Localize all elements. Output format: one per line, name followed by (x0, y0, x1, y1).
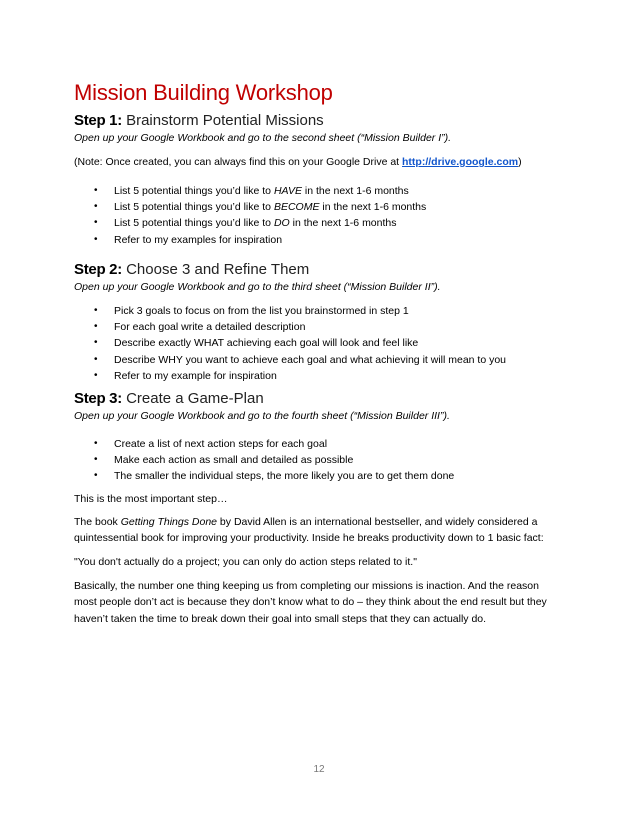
list-item (94, 319, 506, 335)
item-text: Describe exactly WHAT achieving each goal will look and feel like (114, 337, 419, 350)
list-item (94, 436, 454, 452)
item-text-end: in the next 1-6 months (289, 217, 397, 230)
item-text: Describe WHY you want to achieve each goal and what achieving it will mean to you (114, 353, 507, 366)
bullet-icon: • (94, 337, 98, 349)
step3-label: Step 3: (74, 390, 122, 407)
step1-note (74, 156, 522, 168)
bullet-icon: • (94, 353, 98, 365)
book-paragraph (74, 514, 564, 547)
page-number: 12 (313, 764, 325, 775)
step3-list (94, 436, 454, 485)
item-emphasis: BECOME (273, 201, 320, 214)
item-text: Make each action as small and detailed as possible (114, 454, 354, 467)
list-item (94, 452, 454, 468)
book-title: Getting Things Done (120, 516, 218, 528)
step2-list (94, 303, 506, 384)
item-text: List 5 potential things you’d like to (114, 185, 274, 197)
step3-name: Create a Game-Plan (126, 390, 264, 407)
bullet-icon: • (94, 454, 98, 466)
item-text-end: in the next 1-6 months (319, 201, 427, 214)
item-text: For each goal write a detailed description (114, 321, 306, 334)
list-item (94, 368, 506, 384)
item-emphasis: DO (273, 217, 290, 230)
step2-name: Choose 3 and Refine Them (126, 261, 310, 278)
list-item (94, 303, 506, 319)
step2-label: Step 2: (74, 261, 122, 278)
list-item (94, 183, 426, 199)
bullet-icon: • (94, 185, 98, 196)
book-post: by David Allen is an international bestseller, and widely considered a quintessential book for improving your productivity. Inside he breaks productivity down to 1 basic fact: (74, 516, 544, 545)
bullet-icon: • (94, 217, 98, 229)
important-line (74, 491, 564, 507)
step1-list (94, 183, 426, 248)
note-prefix: (Note: Once created, you can always find this on your Google Drive at (74, 156, 402, 168)
list-item (94, 215, 426, 231)
step1-label: Step 1: (74, 112, 122, 129)
list-item (94, 352, 506, 368)
important-text: This is the most important step… (74, 493, 228, 505)
step3-heading (74, 390, 264, 407)
bullet-icon: • (94, 438, 98, 449)
list-item (94, 199, 426, 215)
item-text: The smaller the individual steps, the more likely you are to get them done (114, 470, 455, 483)
drive-link[interactable]: http://drive.google.com (402, 156, 519, 168)
list-item (94, 468, 454, 484)
bullet-icon: • (94, 201, 98, 213)
bullet-icon: • (94, 369, 98, 381)
book-pre: The book (74, 516, 121, 528)
step2-heading (74, 261, 309, 278)
step1-instruction: Open up your Google Workbook and go to the second sheet (“Mission Builder I”). (74, 132, 452, 144)
bullet-icon: • (94, 470, 98, 482)
item-text-end: in the next 1-6 months (301, 185, 409, 197)
item-text: Refer to my examples for inspiration (114, 233, 283, 246)
list-item (94, 232, 426, 248)
bullet-icon: • (94, 233, 98, 245)
step1-heading (74, 112, 324, 129)
closing-text: Basically, the number one thing keeping us from completing our missions is inaction. And the reason most people don’t act is because they don’t know what to do – they think about the end result but they haven’t taken the time to break down their goal into small steps that they can actually do. (74, 580, 547, 625)
item-text: Refer to my example for inspiration (114, 369, 277, 382)
page-title: Mission Building Workshop (74, 80, 333, 105)
closing-paragraph (74, 578, 564, 627)
item-text: Pick 3 goals to focus on from the list you brainstormed in step 1 (114, 305, 409, 317)
note-suffix: ) (518, 156, 522, 168)
bullet-icon: • (94, 305, 98, 316)
item-emphasis: HAVE (273, 185, 302, 197)
step3-instruction: Open up your Google Workbook and go to the fourth sheet (“Mission Builder III”). (74, 410, 450, 422)
quote-text: "You don't actually do a project; you can only do action steps related to it." (74, 556, 417, 568)
bullet-icon: • (94, 321, 98, 333)
item-text: List 5 potential things you’d like to (114, 201, 274, 214)
quote-paragraph (74, 554, 564, 570)
item-text: Create a list of next action steps for each goal (114, 438, 328, 450)
step2-instruction: Open up your Google Workbook and go to the third sheet (“Mission Builder II”). (74, 281, 441, 293)
step1-name: Brainstorm Potential Missions (126, 112, 324, 129)
item-text: List 5 potential things you’d like to (114, 217, 274, 230)
list-item (94, 335, 506, 351)
